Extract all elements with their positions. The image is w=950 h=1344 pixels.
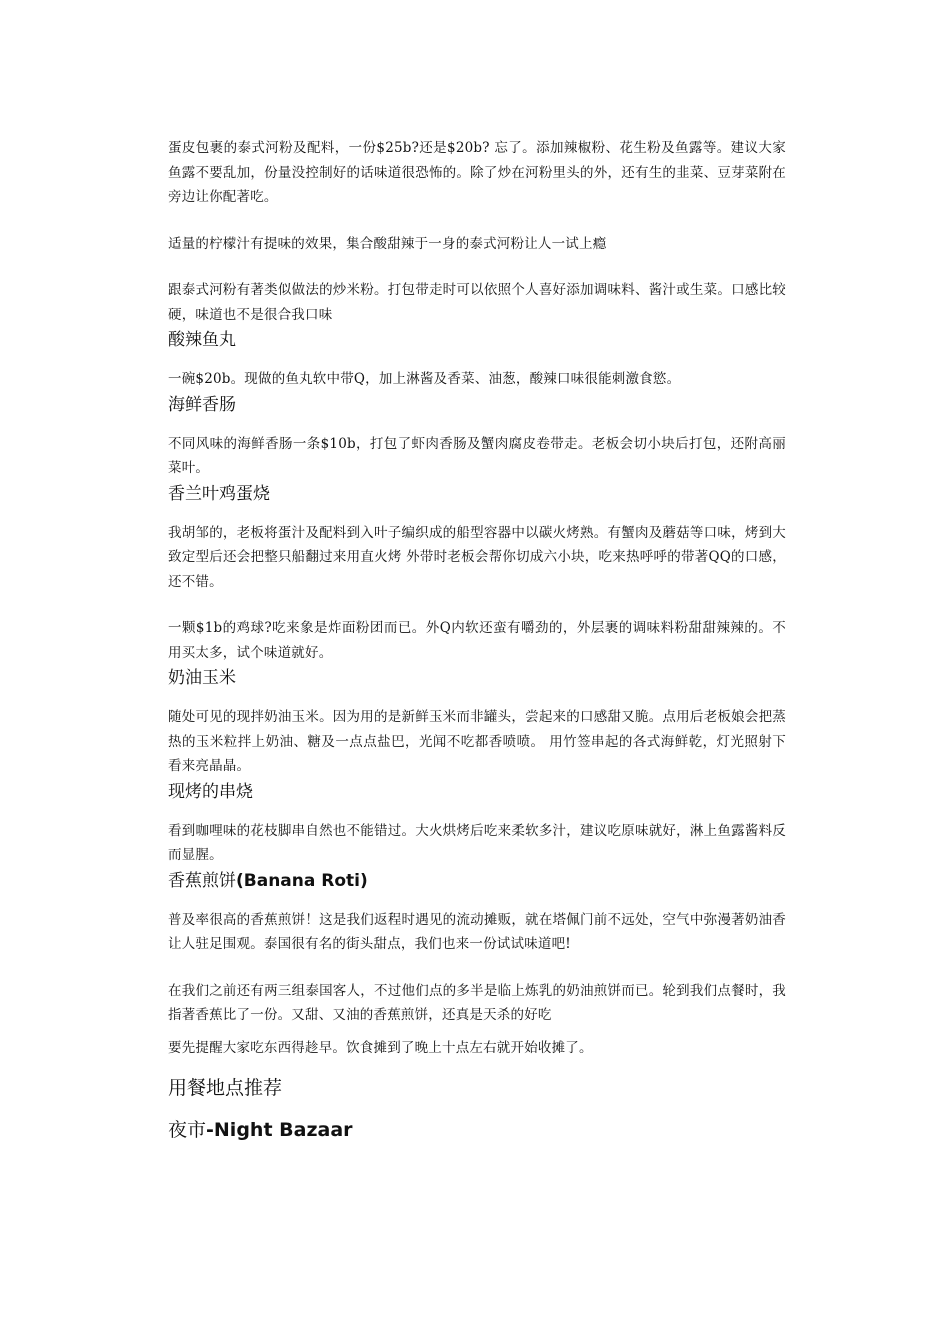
paragraph-fishball: 一碗$20b。现做的鱼丸软中带Q，加上淋酱及香菜、油葱，酸辣口味很能刺激食慾。 — [168, 371, 681, 387]
paragraph-grilled-skewers: 看到咖哩味的花枝脚串自然也不能错过。大火烘烤后吃来柔软多汁，建议吃原味就好，淋上鱼露酱料反而显腥。 — [168, 822, 786, 863]
heading-pandan-egg: 香兰叶鸡蛋烧 — [168, 483, 270, 504]
paragraph-butter-corn: 随处可见的现拌奶油玉米。因为用的是新鲜玉米而非罐头，尝起来的口感甜又脆。点用后老板娘会把蒸热的玉米粒拌上奶油、糖及一点点盐巴，光闻不吃都香喷喷。 用竹签串起的各式海鲜乾，灯光照射下看来亮晶晶。 — [168, 709, 786, 774]
heading-grilled-skewers: 现烤的串烧 — [168, 781, 253, 802]
paragraph-pandan-egg: 我胡邹的，老板将蛋汁及配料到入叶子编织成的船型容器中以碳火烤熟。有蟹肉及蘑菇等口味，烤到大致定型后还会把整只船翻过来用直火烤 外带时老板会帮你切成六小块，吃来热呼呼的带著QQ的口感，还不错。 — [168, 524, 786, 590]
article-body — [168, 136, 786, 1144]
paragraph-closing-time: 要先提醒大家吃东西得趁早。饮食摊到了晚上十点左右就开始收摊了。 — [168, 1039, 593, 1056]
heading-sour-spicy-fishball: 酸辣鱼丸 — [168, 330, 236, 350]
heading-banana-roti-cn: 香蕉煎饼 — [168, 870, 236, 891]
paragraph-fried-rice-noodles: 跟泰式河粉有著类似做法的炒米粉。打包带走时可以依照个人喜好添加调味料、酱汁或生菜。口感比较硬，味道也不是很合我口味 — [168, 282, 786, 323]
heading-banana-roti-en: (Banana Roti) — [236, 870, 368, 891]
paragraph-pad-thai-omelette: 蛋皮包裹的泰式河粉及配料，一份$25b?还是$20b? 忘了。添加辣椒粉、花生粉及鱼露等。建议大家鱼露不要乱加，份量没控制好的话味道很恐怖的。除了炒在河粉里头的外，还有生的韭菜、豆芽菜附在旁边让你配著吃。 — [168, 140, 786, 205]
paragraph-lemon-juice: 适量的柠檬汁有提味的效果，集合酸甜辣于一身的泰式河粉让人一试上瘾 — [168, 235, 607, 252]
heading-butter-corn: 奶油玉米 — [168, 668, 236, 688]
heading-dining-recommendations: 用餐地点推荐 — [168, 1077, 283, 1099]
paragraph-thai-customers: 在我们之前还有两三组泰国客人，不过他们点的多半是临上炼乳的奶油煎饼而已。轮到我们点餐时，我指著香蕉比了一份。又甜、又油的香蕉煎饼，还真是天杀的好吃 — [168, 982, 786, 1023]
paragraph-banana-roti: 普及率很高的香蕉煎饼！这是我们返程时遇见的流动摊贩，就在塔佩门前不远处，空气中弥漫著奶油香让人驻足围观。泰国很有名的街头甜点，我们也来一份试试味道吧! — [168, 911, 786, 952]
heading-banana-roti — [168, 868, 786, 894]
heading-night-bazaar-cn: 夜市 — [168, 1119, 207, 1141]
paragraph-seafood-sausage: 不同风味的海鲜香肠一条$10b，打包了虾肉香肠及蟹肉腐皮卷带走。老板会切小块后打包，还附高丽菜叶。 — [168, 435, 786, 476]
heading-night-bazaar-en: -Night Bazaar — [206, 1119, 353, 1141]
heading-night-bazaar — [168, 1116, 786, 1144]
paragraph-chicken-ball: 一颗$1b的鸡球?吃来象是炸面粉团而已。外Q内软还蛮有嚼劲的，外层裹的调味料粉甜甜辣辣的。不用买太多，试个味道就好。 — [168, 620, 786, 661]
heading-seafood-sausage: 海鲜香肠 — [168, 394, 236, 415]
